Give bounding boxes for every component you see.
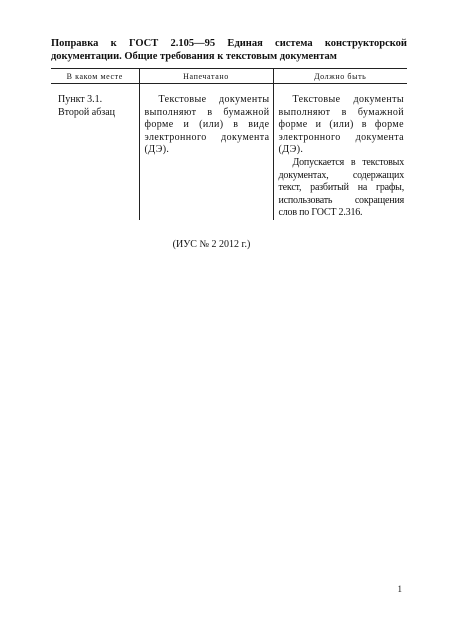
cell-printed: [139, 84, 273, 220]
table-header-row: [51, 69, 407, 84]
table-row: [51, 84, 407, 220]
printed-paragraph: Текстовые документы выполняют в бумажной форме и (или) в виде электронного документа (ДЭ).: [144, 94, 270, 156]
source-reference: (ИУС № 2 2012 г.): [172, 239, 251, 250]
cell-place: Пункт 3.1. Второй абзац: [58, 94, 116, 118]
header-place: В каком месте: [51, 69, 139, 84]
cell-should-be: [273, 84, 407, 220]
should-be-paragraph-2: Допускается в текстовых документах, содержащих текст, разбитый на графы, использовать сокращения слов по ГОСТ 2.316.: [278, 156, 404, 219]
errata-table: [51, 68, 407, 220]
should-be-paragraph-1: Текстовые документы выполняют в бумажной форме и (или) в форме электронного документа (ДЭ).: [278, 94, 404, 156]
page-number: 1: [397, 584, 402, 594]
header-should-be: Должно быть: [273, 69, 407, 84]
document-title: Поправка к ГОСТ 2.105—95 Единая система конструкторской документации. Общие требования к текстовым документам: [51, 38, 407, 62]
header-printed: Напечатано: [139, 69, 273, 84]
